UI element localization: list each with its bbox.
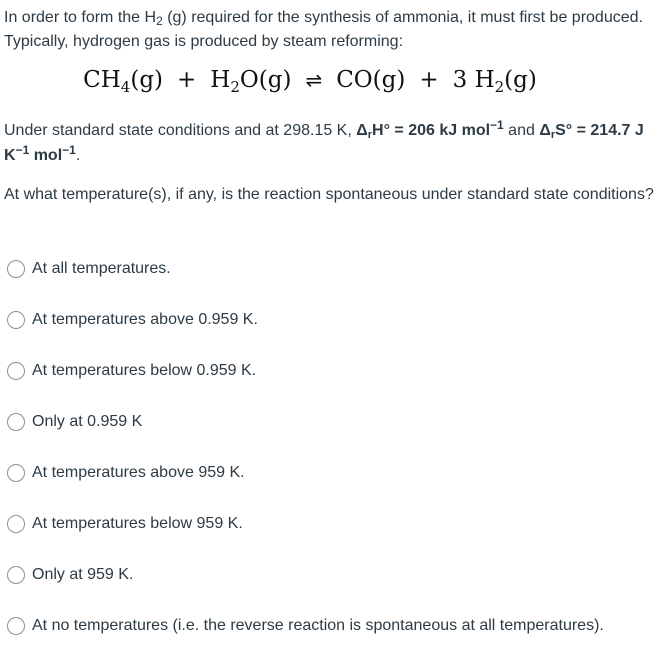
eq-plus: +	[177, 67, 197, 93]
eq-h-rest: O(g)	[239, 67, 292, 93]
intro-subscript: 2	[156, 14, 163, 28]
radio-button[interactable]	[7, 362, 25, 380]
option-label: Only at 0.959 K	[32, 413, 143, 430]
delta-symbol: Δ	[356, 122, 368, 139]
enthalpy-value	[356, 118, 504, 141]
radio-button[interactable]	[7, 515, 25, 533]
delta-symbol: Δ	[539, 122, 551, 139]
entropy-text: S° = 214.7 J K	[4, 122, 644, 164]
equilibrium-arrow-icon: ⇌	[305, 68, 323, 92]
entropy-mol: mol	[29, 147, 63, 164]
eq-h2-subscript: 2	[494, 78, 505, 96]
reaction-equation	[0, 67, 620, 96]
radio-button[interactable]	[7, 311, 25, 329]
answer-option[interactable]	[7, 257, 171, 281]
answer-option[interactable]	[7, 410, 142, 434]
eq-co: CO(g)	[336, 67, 406, 93]
intro-text	[4, 6, 659, 54]
conditions-text1: Under standard state conditions and at 298.15 K,	[4, 122, 357, 139]
conditions-text	[4, 118, 659, 168]
option-label: At all temperatures.	[32, 260, 171, 277]
eq-h2-state: (g)	[504, 67, 537, 93]
answer-option[interactable]	[7, 512, 243, 536]
answer-option[interactable]	[7, 461, 245, 485]
reaction-subscript: r	[367, 129, 373, 141]
eq-ch: CH	[83, 67, 121, 93]
option-label: At no temperatures (i.e. the reverse reaction is spontaneous at all temperatures).	[32, 617, 604, 634]
eq-coefficient: 3	[452, 67, 468, 93]
radio-button[interactable]	[7, 464, 25, 482]
eq-plus: +	[419, 67, 439, 93]
radio-button[interactable]	[7, 566, 25, 584]
intro-part2: (g) required for the synthesis of ammonia, it must first be produced. Typically, hydrogen gas is produced by steam reforming:	[4, 9, 643, 50]
eq-h-subscript: 2	[230, 78, 240, 96]
eq-ch-subscript: 4	[120, 78, 131, 96]
question-text: At what temperature(s), if any, is the reaction spontaneous under standard state conditions?	[4, 186, 654, 203]
answer-option[interactable]	[7, 563, 133, 587]
conditions-and: and	[503, 122, 540, 139]
option-label: Only at 959 K.	[32, 566, 134, 583]
radio-button[interactable]	[7, 617, 25, 635]
exponent: −1	[490, 118, 504, 132]
answer-option[interactable]	[7, 614, 604, 638]
option-label: At temperatures below 0.959 K.	[32, 362, 257, 379]
exponent: −1	[62, 143, 76, 157]
option-label: At temperatures above 959 K.	[32, 464, 245, 481]
intro-part1: In order to form the H	[4, 9, 157, 26]
radio-button[interactable]	[7, 413, 25, 431]
enthalpy-text: H° = 206 kJ mol	[372, 122, 491, 139]
conditions-end: .	[75, 147, 81, 164]
eq-ch-state: (g)	[130, 67, 164, 93]
reaction-subscript: r	[550, 129, 556, 141]
answer-option[interactable]	[7, 308, 258, 332]
option-label: At temperatures below 959 K.	[32, 515, 243, 532]
exponent: −1	[15, 143, 30, 157]
eq-h: H	[210, 67, 231, 93]
answer-option[interactable]	[7, 359, 256, 383]
option-label: At temperatures above 0.959 K.	[32, 311, 258, 328]
eq-h2: H	[474, 67, 495, 93]
radio-button[interactable]	[7, 260, 25, 278]
